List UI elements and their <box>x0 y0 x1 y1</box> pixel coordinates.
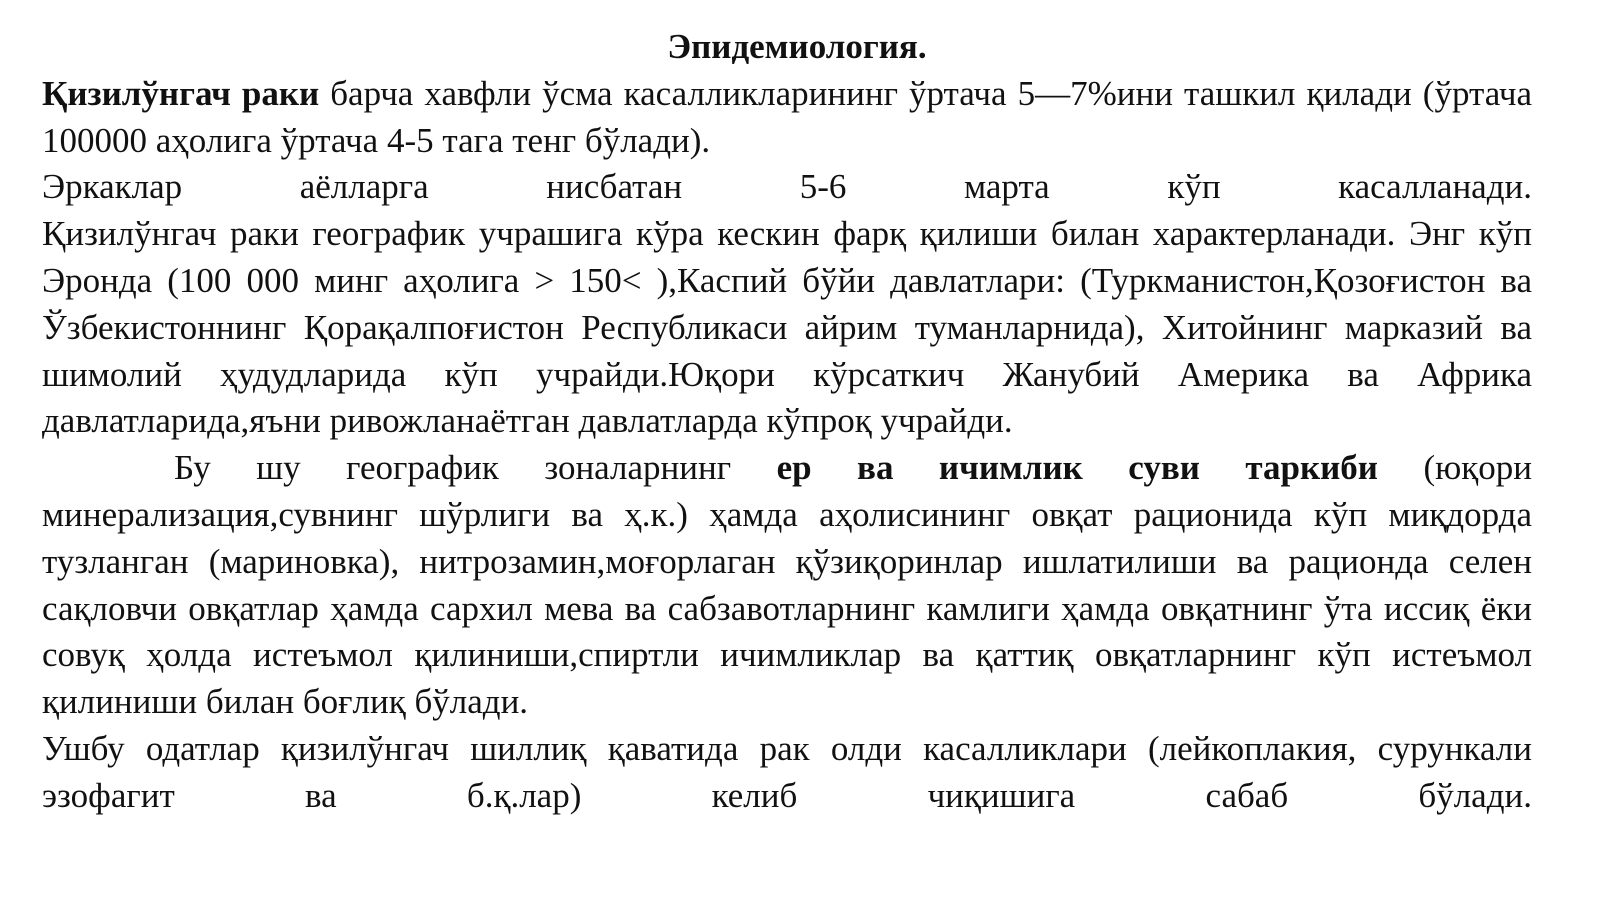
paragraph-incidence <box>42 71 1532 165</box>
paragraph-incidence-text: барча хавфли ўсма касалликларининг ўртача 5—7%ини ташкил қилади (ўртача 100000 аҳолига ўртача 4-5 тага тенг бўлади). <box>42 73 1532 160</box>
paragraph-risk-factors <box>42 445 1532 726</box>
paragraph-risk-factors-post: (юқори минерализация,сувнинг шўрлиги ва ҳ.к.) ҳамда аҳолисининг овқат рационида кўп миқдорда тузланган (мариновка), нитрозамин,моғорлаган қўзиқоринлар ишлатилиши ва рационда селен сақловчи овқатлар ҳамда сархил мева ва сабзавотларнинг камлиги ҳамда овқатнинг ўта иссиқ ёки совуқ ҳолда истеъмол қилиниши,спиртли ичимликлар ва қаттиқ овқатларнинг кўп истеъмол қилиниши билан боғлиқ бўлади. <box>42 448 1532 722</box>
document-page <box>42 24 1532 820</box>
paragraph-precancerous: Ушбу одатлар қизилўнгач шиллиқ қаватида рак олди касалликлари (лейкоплакия, сурункали эзофагит ва б.қ.лар) келиб чиқишига сабаб бўлади. <box>42 728 1532 815</box>
bold-term-esophageal-cancer: Қизилўнгач раки <box>42 73 320 113</box>
bold-term-water-composition: ер ва ичимлик суви таркиби <box>776 448 1378 488</box>
paragraph-geography: Қизилўнгач раки географик учрашига кўра кескин фарқ қилиши билан характерланади. Энг кўп Эронда (100 000 минг аҳолига > 150< ),Каспий бўйи давлатлари: (Туркманистон,Қозоғистон ва Ўзбекистоннинг Қорақалпоғистон Республикаси айрим туманларнида), Хитойнинг марказий ва шимолий ҳудудларида кўп учрайди.Юқори кўрсаткич Жанубий Америка ва Африка давлатларида,яъни ривожланаётган давлатларда кўпроқ учрайди. <box>42 214 1532 441</box>
paragraph-gender-ratio: Эркаклар аёлларга нисбатан 5-6 марта кўп касалланади. <box>42 167 1532 207</box>
document-title: Эпидемиология. <box>667 27 927 66</box>
paragraph-risk-factors-pre: Бу шу географик зоналарнинг <box>174 448 777 488</box>
